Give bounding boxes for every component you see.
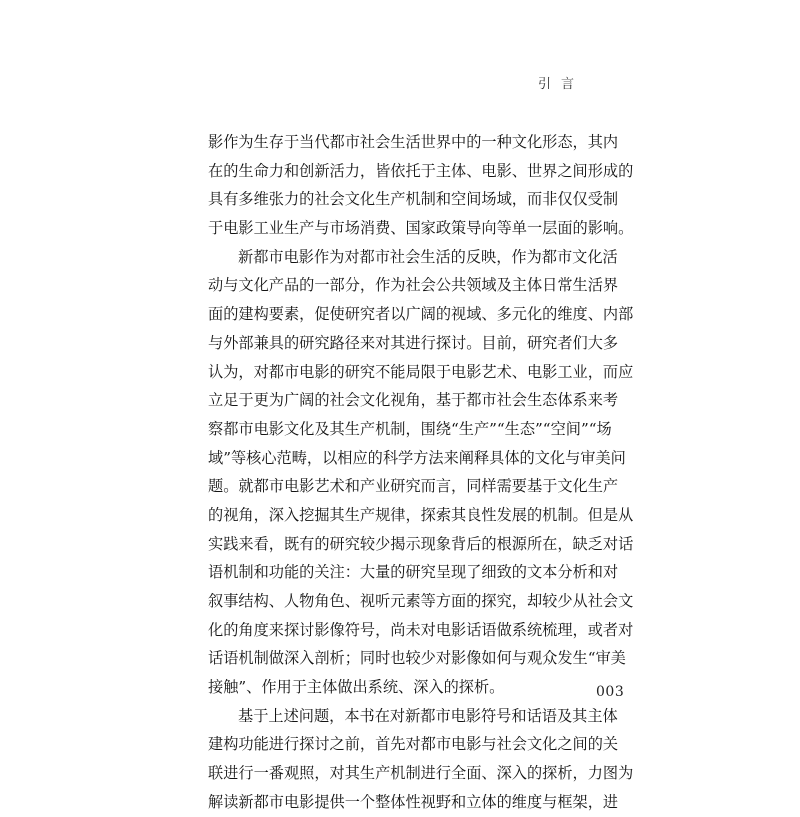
paragraph-first-line: 基于上述问题，本书在对新都市电影符号和话语及其主体 — [238, 706, 618, 725]
body-line: 叙事结构、人物角色、视听元素等方面的探究，却较少从社会文 — [208, 592, 634, 610]
body-line: 具有多维张力的社会文化生产机制和空间场域，而非仅仅受制 — [208, 190, 619, 209]
body-line: 在的生命力和创新活力，皆依托于主体、电影、世界之间形成的 — [208, 161, 634, 180]
running-header: 引言 — [538, 77, 585, 92]
body-line: 建构功能进行探讨之前，首先对都市电影与社会文化之间的关 — [208, 735, 619, 754]
body-line: 实践来看，既有的研究较少揭示现象背后的根源所在，缺乏对话 — [208, 534, 634, 553]
body-line: 联进行一番观照，对其生产机制进行全面、深入的探析，力图为 — [208, 764, 634, 783]
body-line: 题。就都市电影艺术和产业研究而言，同样需要基于文化生产 — [208, 477, 619, 496]
body-line: 认为，对都市电影的研究不能局限于电影艺术、电影工业，而应 — [208, 362, 634, 381]
page-number: 003 — [596, 684, 625, 700]
body-line: 动与文化产品的一部分，作为社会公共领域及主体日常生活界 — [208, 276, 619, 295]
body-line: 化的角度来探讨影像符号，尚未对电影话语做系统梳理，或者对 — [208, 620, 634, 639]
body-line: 立足于更为广阔的社会文化视角，基于都市社会生态体系来考 — [208, 391, 619, 410]
body-line: 域”等核心范畴，以相应的科学方法来阐释具体的文化与审美问 — [208, 448, 626, 467]
body-line: 语机制和功能的关注：大量的研究呈现了细致的文本分析和对 — [208, 563, 619, 582]
body-line: 解读新都市电影提供一个整体性视野和立体的维度与框架，进 — [208, 792, 619, 811]
paragraph-first-line: 新都市电影作为对都市社会生活的反映，作为都市文化活 — [238, 247, 618, 266]
body-line: 与外部兼具的研究路径来对其进行探讨。目前，研究者们大多 — [208, 333, 619, 352]
body-line: 接触”、作用于主体做出系统、深入的探析。 — [208, 678, 505, 697]
body-line: 影作为生存于当代都市社会生活世界中的一种文化形态，其内 — [208, 133, 619, 151]
body-line: 面的建构要素，促使研究者以广阔的视域、多元化的维度、内部 — [208, 305, 634, 324]
body-line: 的视角，深入挖掘其生产规律，探索其良性发展的机制。但是从 — [208, 505, 634, 524]
body-line: 于电影工业生产与市场消费、国家政策导向等单一层面的影响。 — [208, 219, 634, 238]
body-line: 察都市电影文化及其生产机制，围绕“生产”“生态”“空间”“场 — [208, 419, 612, 438]
body-line: 话语机制做深入剖析；同时也较少对影像如何与观众发生“审美 — [208, 649, 626, 668]
